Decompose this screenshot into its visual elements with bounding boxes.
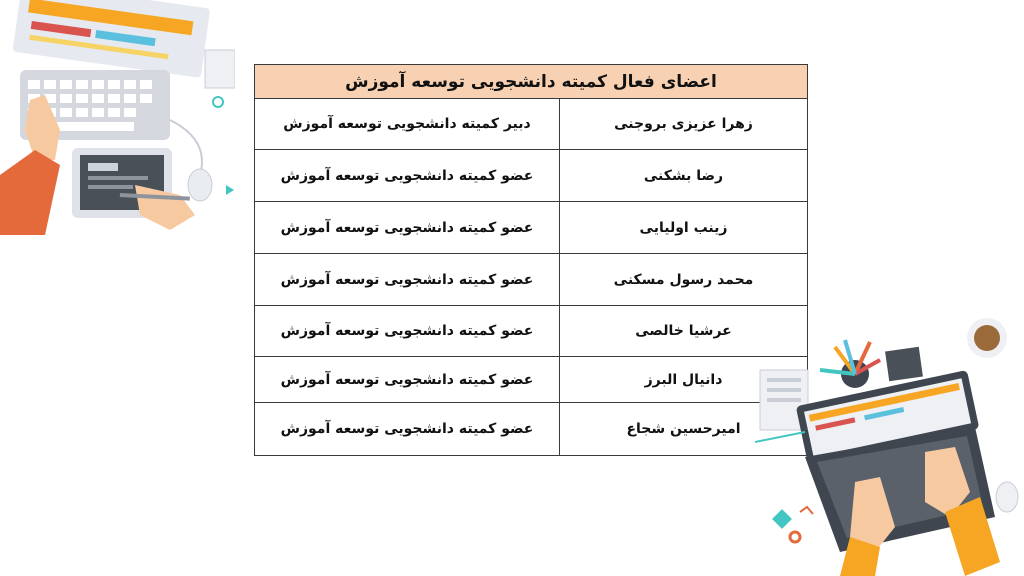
table-row (255, 254, 808, 306)
table-row (255, 357, 808, 403)
member-role: عضو کمیته دانشجویی توسعه آموزش (255, 403, 560, 456)
table-row (255, 403, 808, 456)
laptop-tablet-illustration-icon (0, 0, 235, 235)
members-table (254, 64, 808, 456)
member-name: محمد رسول مسکنی (560, 254, 808, 306)
member-role: عضو کمیته دانشجویی توسعه آموزش (255, 254, 560, 306)
table-row (255, 306, 808, 357)
member-name: رضا بشکنی (560, 150, 808, 202)
laptop-typing-illustration-icon (755, 312, 1024, 576)
table-row (255, 99, 808, 150)
member-role: عضو کمیته دانشجویی توسعه آموزش (255, 150, 560, 202)
table-title: اعضای فعال کمیته دانشجویی توسعه آموزش (255, 65, 808, 99)
member-role: عضو کمیته دانشجویی توسعه آموزش (255, 202, 560, 254)
member-name: عرشیا خالصی (560, 306, 808, 357)
member-role: عضو کمیته دانشجویی توسعه آموزش (255, 306, 560, 357)
member-role: عضو کمیته دانشجویی توسعه آموزش (255, 357, 560, 403)
member-name: زینب اولیایی (560, 202, 808, 254)
table-header-row (255, 65, 808, 99)
member-role: دبیر کمیته دانشجویی توسعه آموزش (255, 99, 560, 150)
table-row (255, 150, 808, 202)
member-name: امیرحسین شجاع (560, 403, 808, 456)
table-row (255, 202, 808, 254)
member-name: زهرا عزیزی بروجنی (560, 99, 808, 150)
member-name: دانیال البرز (560, 357, 808, 403)
